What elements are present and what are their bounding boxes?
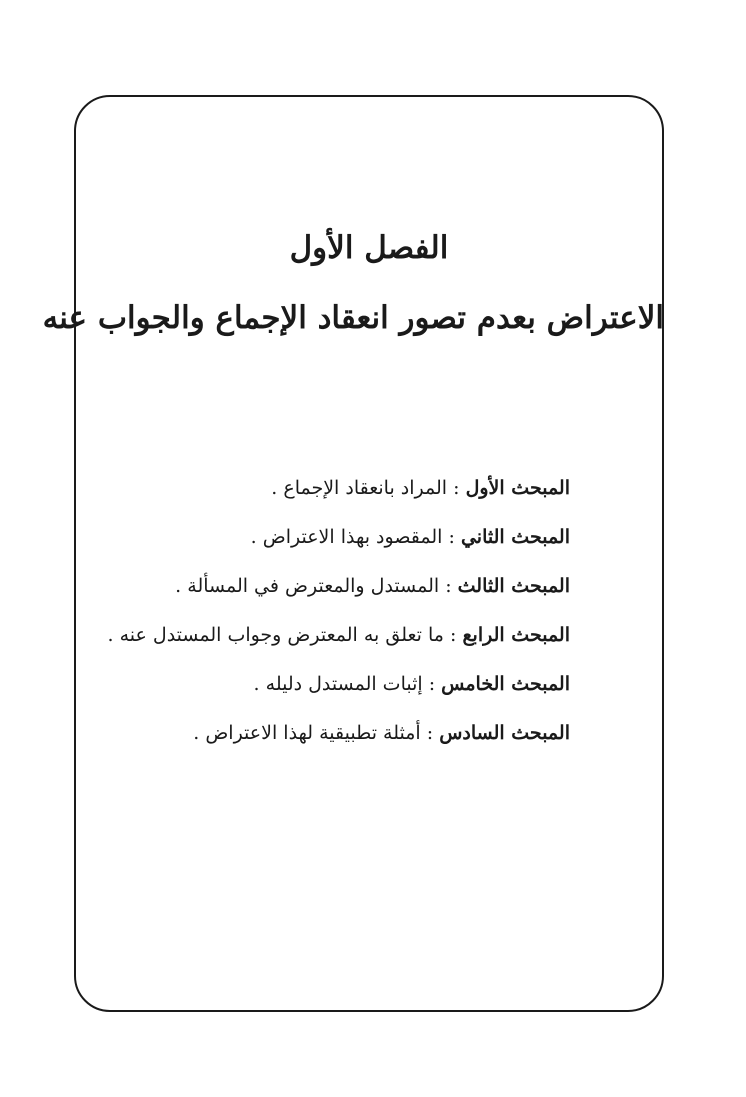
section-item-1 [130, 470, 570, 519]
section-text: : المراد بانعقاد الإجماع . [271, 477, 460, 499]
chapter-subtitle: الاعتراض بعدم تصور انعقاد الإجماع والجواب عنه [42, 300, 664, 336]
section-item-6 [130, 715, 570, 764]
section-label: المبحث الثالث [457, 575, 570, 597]
section-list [107, 470, 570, 764]
section-text: : المقصود بهذا الاعتراض . [250, 526, 455, 548]
section-text: : المستدل والمعترض في المسألة . [175, 575, 452, 597]
section-label: المبحث الثاني [460, 526, 570, 548]
chapter-title: الفصل الأول [289, 230, 449, 266]
section-text: : ما تعلق به المعترض وجواب المستدل عنه . [107, 624, 457, 646]
section-item-2 [130, 519, 570, 568]
section-item-4 [107, 617, 570, 666]
section-item-5 [130, 666, 570, 715]
section-text: : أمثلة تطبيقية لهذا الاعتراض . [193, 722, 434, 744]
section-label: المبحث السادس [439, 722, 570, 744]
section-label: المبحث الرابع [462, 624, 570, 646]
section-text: : إثبات المستدل دليله . [253, 673, 436, 695]
section-label: المبحث الخامس [441, 673, 570, 695]
section-item-3 [130, 568, 570, 617]
section-label: المبحث الأول [465, 477, 570, 499]
